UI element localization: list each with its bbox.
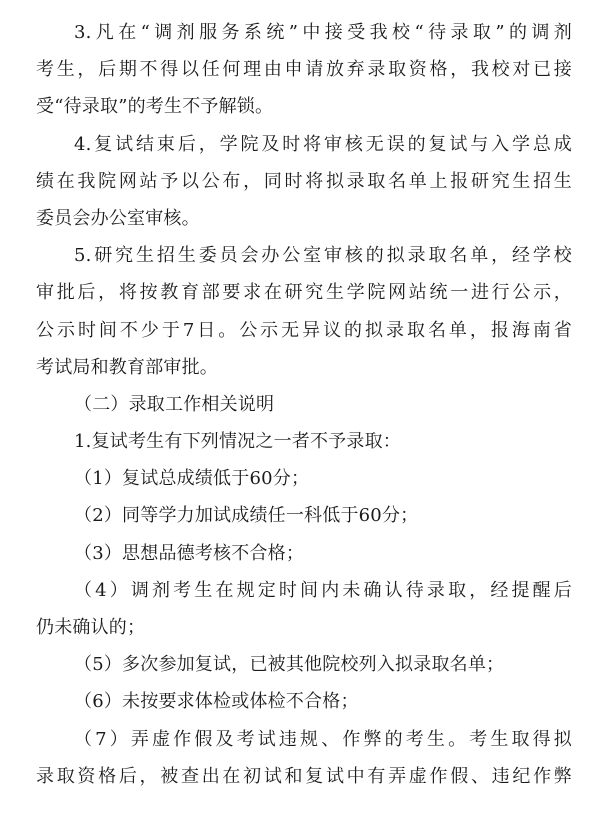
list-item: （2）同等学力加试成绩任一科低于60分； — [74, 505, 419, 527]
text-line: 绩在我院网站予以公布，同时将拟录取名单上报研究生招生 — [36, 170, 572, 192]
list-item: （4）调剂考生在规定时间内未确认待录取，经提醒后 — [74, 579, 572, 601]
text-line: 考试局和教育部审批。 — [36, 356, 218, 378]
text-line: 仍未确认的； — [36, 617, 146, 638]
list-item: （6）未按要求体检或体检不合格； — [74, 691, 359, 713]
text-line: 1.复试考生有下列情况之一者不予录取： — [74, 431, 401, 453]
list-item: （1）复试总成绩低于60分； — [74, 468, 310, 490]
list-item: （3）思想品德考核不合格； — [74, 542, 305, 564]
text-line: 审批后，将按教育部要求在研究生学院网站统一进行公示， — [36, 282, 572, 304]
text-line: 3.凡在“调剂服务系统”中接受我校“待录取”的调剂 — [74, 22, 572, 43]
list-item: （7）弄虚作假及考试违规、作弊的考生。考生取得拟 — [74, 728, 572, 750]
document-body — [36, 14, 572, 795]
text-line: 考生，后期不得以任何理由申请放弃录取资格，我校对已接 — [36, 59, 572, 81]
text-line: 5.研究生招生委员会办公室审核的拟录取名单，经学校 — [74, 245, 572, 267]
section-heading: （二）录取工作相关说明 — [74, 393, 275, 415]
text-line: 受“待录取”的考生不予解锁。 — [36, 96, 274, 118]
text-line: 4.复试结束后，学院及时将审核无误的复试与入学总成 — [74, 133, 572, 155]
text-line: 委员会办公室审核。 — [36, 207, 200, 229]
text-line: 公示时间不少于7日。公示无异议的拟录取名单，报海南省 — [36, 319, 572, 341]
list-item: （5）多次参加复试，已被其他院校列入拟录取名单； — [74, 654, 505, 676]
text-line: 录取资格后，被查出在初试和复试中有弄虚作假、违纪作弊 — [36, 765, 572, 787]
